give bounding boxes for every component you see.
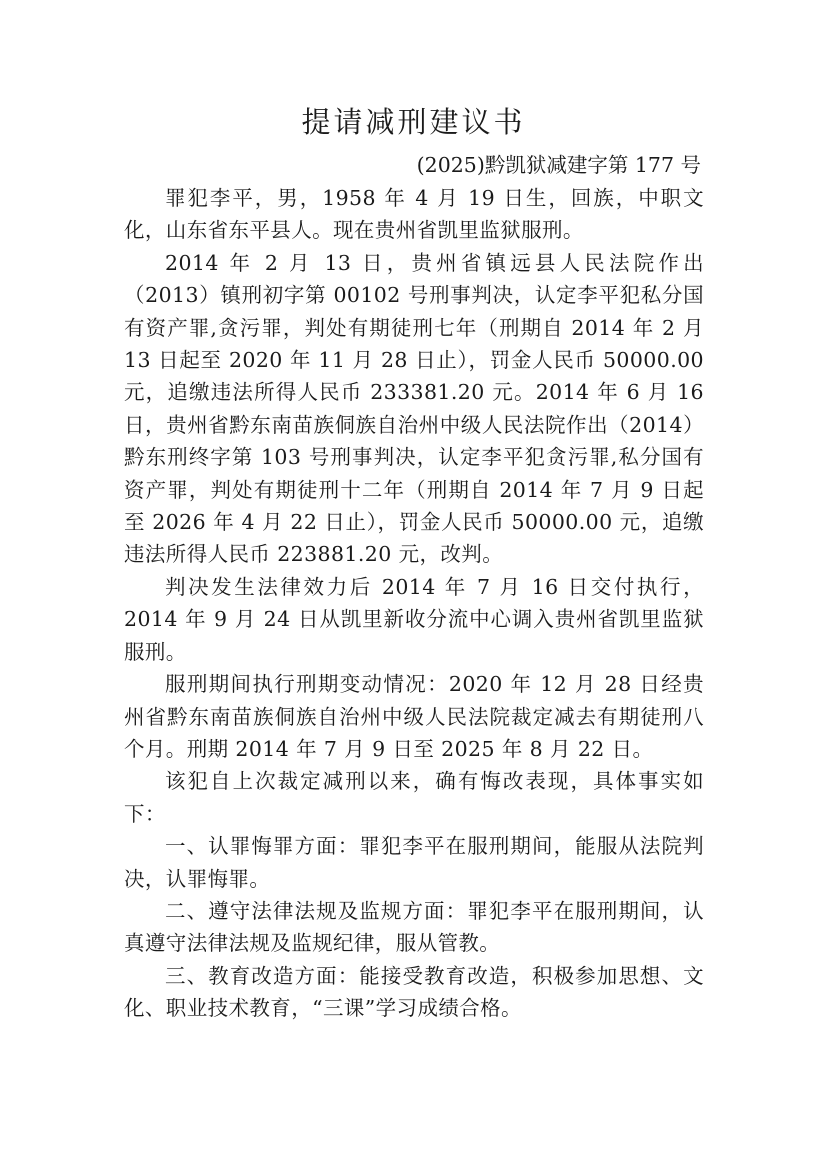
document-number: (2025)黔凯狱减建字第 177 号 xyxy=(416,153,701,177)
paragraph-execution: 判决发生法律效力后 2014 年 7 月 16 日交付执行，2014 年 9 月 24 日从凯里新收分流中心调入贵州省凯里监狱服刑。 xyxy=(124,574,704,664)
paragraph-point-two: 二、遵守法律法规及监规方面：罪犯李平在服刑期间，认真遵守法律法规及监规纪律，服从管教。 xyxy=(124,898,704,956)
paragraph-sentence-changes: 服刑期间执行刑期变动情况：2020 年 12 月 28 日经贵州省黔东南苗族侗族自治州中级人民法院裁定减去有期徒刑八个月。刑期 2014 年 7 月 9 日至 2025 年 8 月 22 日。 xyxy=(124,672,704,761)
paragraph-point-one: 一、认罪悔罪方面：罪犯李平在服刑期间，能服从法院判决，认罪悔罪。 xyxy=(124,834,704,891)
paragraph-personal-info: 罪犯李平，男，1958 年 4 月 19 日生，回族，中职文化，山东省东平县人。现在贵州省凯里监狱服刑。 xyxy=(124,186,704,243)
document-title: 提请减刑建议书 xyxy=(301,105,526,139)
paragraph-repentance-intro: 该犯自上次裁定减刑以来，确有悔改表现，具体事实如下： xyxy=(124,769,704,826)
paragraph-judgment-history: 2014 年 2 月 13 日，贵州省镇远县人民法院作出（2013）镇刑初字第 00102 号刑事判决，认定李平犯私分国有资产罪,贪污罪，判处有期徒刑七年（刑期自 2014 年 2 月 13 日起至 2020 年 11 月 28 日止），罚金人民币 50000.00 元，追缴违法所得人民币 233381.20 元。2014 年 6 月 16 日，贵州省黔东南苗族侗族自治州中级人民法院作出（2014）黔东刑终字第 103 号刑事判决，认定李平犯贪污罪,私分国有资产罪，判处有期徒刑十二年（刑期自 2014 年 7 月 9 日起至 2026 年 4 月 22 日止），罚金人民币 50000.00 元，追缴违法所得人民币 223881.20 元，改判。 xyxy=(124,250,704,567)
document-body xyxy=(124,182,704,1025)
paragraph-point-three: 三、教育改造方面：能接受教育改造，积极参加思想、文化、职业技术教育，“三课”学习成绩合格。 xyxy=(124,963,704,1021)
